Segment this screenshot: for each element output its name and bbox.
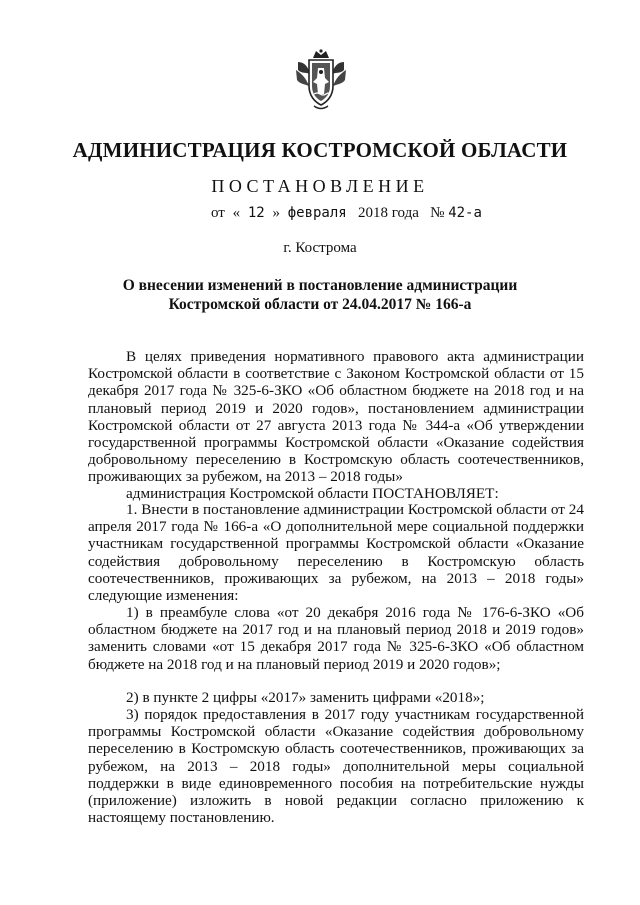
document-type: ПОСТАНОВЛЕНИЕ — [211, 176, 429, 196]
date-line — [211, 205, 482, 222]
paragraph-resolves: администрация Костромской области ПОСТАНОВЛЯЕТ: — [126, 485, 499, 502]
document-number: 42-а — [448, 205, 482, 221]
date-prefix: от — [211, 205, 225, 221]
paragraph-subitem-1: 1) в преамбуле слова «от 20 декабря 2016 года № 176-6-ЗКО «Об областном бюджете на 2017 год и на плановый период 2018 и 2019 годов» заменить словами «от 15 декабря 2017 года № 325-6-ЗКО «Об областном бюджете на 2018 год и на плановый период 2019 и 2020 годов»; — [88, 604, 584, 673]
date-year: 2018 года — [357, 205, 419, 221]
title-line-1: О внесении изменений в постановление администрации — [122, 277, 518, 294]
number-sign: № — [430, 205, 445, 221]
quote-open: « — [232, 205, 241, 221]
coat-of-arms-emblem-icon — [294, 48, 348, 112]
city: г. Кострома — [283, 240, 357, 256]
quote-close: » — [272, 205, 280, 221]
date-day: 12 — [247, 205, 265, 221]
date-month: февраля — [287, 205, 347, 221]
paragraph-item-1: 1. Внести в постановление администрации Костромской области от 24 апреля 2017 года № 166-а «О дополнительной мере социальной поддержки участникам государственной программы Костромской области «Оказание содействия добровольному переселению в Костромскую область соотечественников, проживающих за рубежом, на 2013 – 2018 годы» следующие изменения: — [88, 501, 584, 605]
paragraph-preamble: В целях приведения нормативного правового акта администрации Костромской области в соответствие с Законом Костромской области от 15 декабря 2017 года № 325-6-ЗКО «Об областном бюджете на 2018 год и на плановый период 2019 и 2020 годов», постановлением администрации Костромской области от 27 августа 2013 года № 344-а «Об утверждении государственной программы Костромской области «Оказание содействия добровольному переселению в Костромскую область соотечественников, проживающих за рубежом, на 2013 – 2018 годы» — [88, 348, 584, 486]
document-title — [110, 276, 530, 314]
title-line-2: Костромской области от 24.04.2017 № 166-а — [168, 296, 472, 313]
paragraph-subitem-3: 3) порядок предоставления в 2017 году участникам государственной программы Костромской области «Оказание содействия добровольному переселению в Костромскую область соотечественников, проживающих за рубежом, на 2013 – 2018 годы» дополнительной меры социальной поддержки в виде единовременного пособия на потребительские нужды (приложение) изложить в новой редакции согласно приложению к настоящему постановлению. — [88, 706, 584, 827]
organization-name: АДМИНИСТРАЦИЯ КОСТРОМСКОЙ ОБЛАСТИ — [72, 138, 568, 162]
paragraph-subitem-2: 2) в пункте 2 цифры «2017» заменить цифрами «2018»; — [126, 689, 485, 706]
